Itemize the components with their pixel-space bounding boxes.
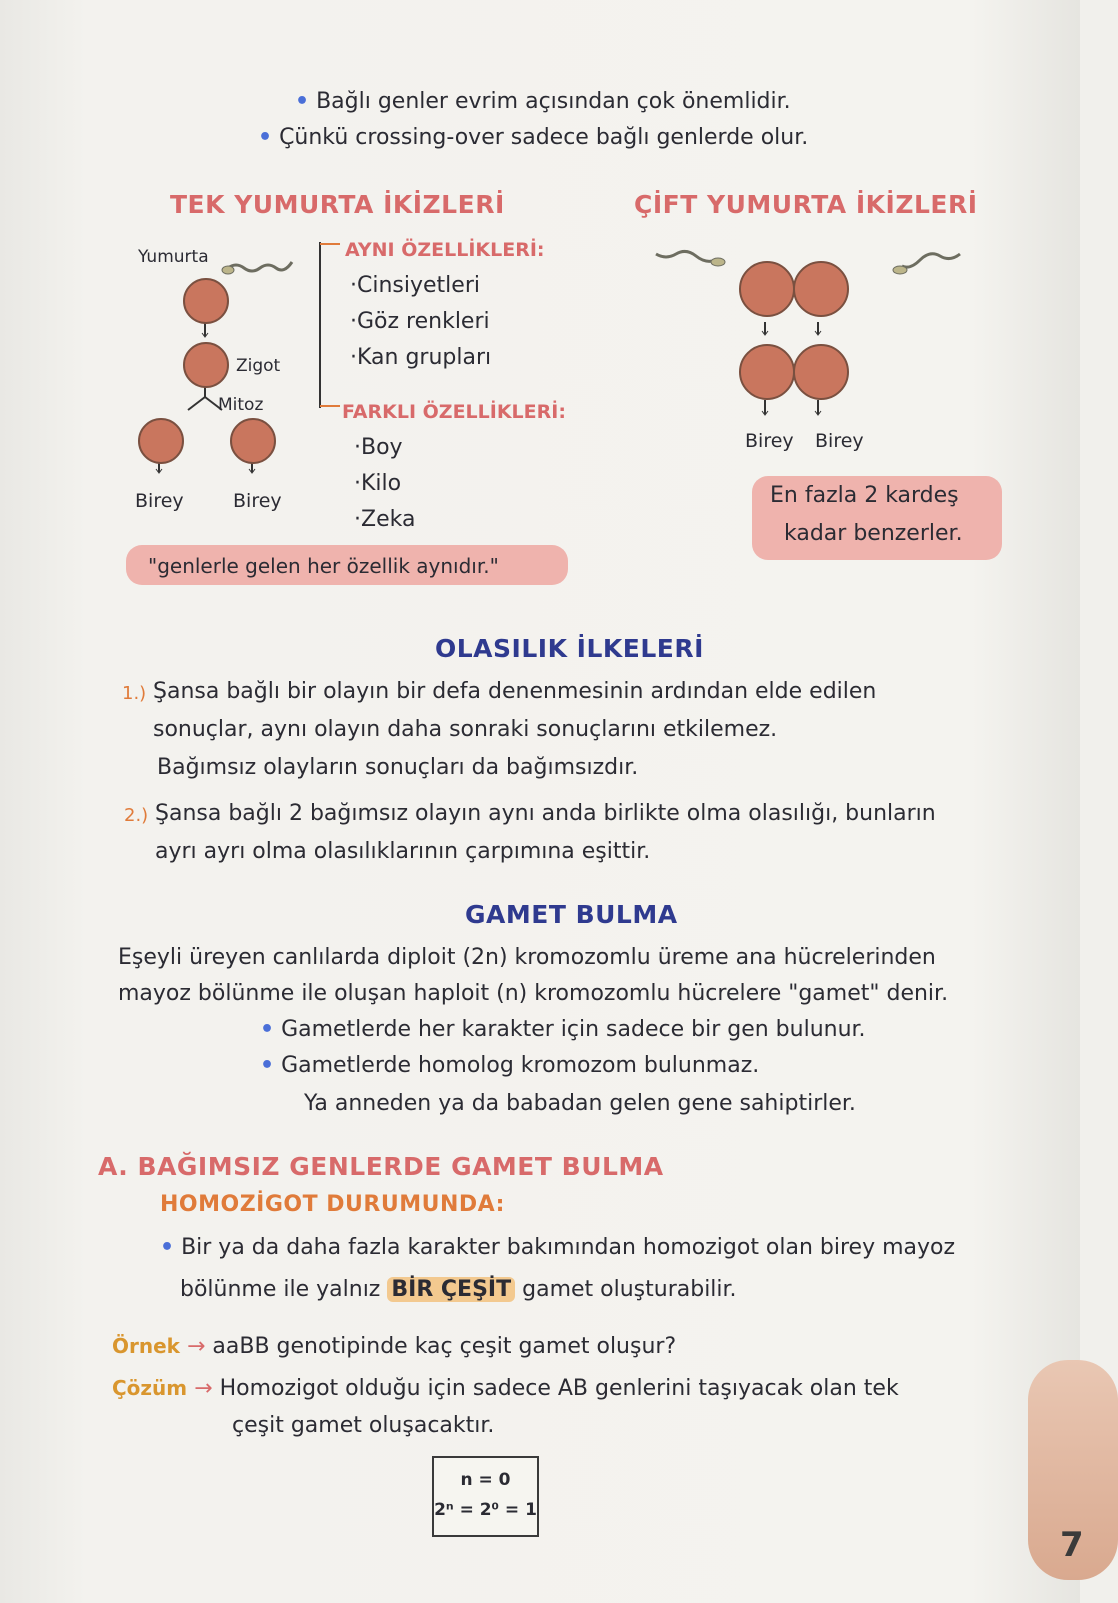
intro-line-2: • Çünkü crossing-over sadece bağlı genlerde olur. [258, 125, 809, 150]
olasilik-title: OLASILIK İLKELERİ [435, 634, 704, 663]
egg-cell-1 [739, 261, 795, 317]
cift-birey-left: Birey [745, 430, 794, 452]
farkli-heading: FARKLI ÖZELLİKLERİ: [342, 401, 566, 423]
section-a-line-1: • Bir ya da daha fazla karakter bakımından homozigot olan birey mayoz [160, 1235, 956, 1260]
cozum-label: Çözüm [112, 1376, 188, 1400]
gamet-bullet-2: • Gametlerde homolog kromozom bulunmaz. [260, 1053, 760, 1078]
section-a-title: A. BAĞIMSIZ GENLERDE GAMET BULMA [98, 1152, 664, 1181]
sperm-icon [902, 254, 960, 267]
olasilik-p2-line2: ayrı ayrı olma olasılıklarının çarpımına eşittir. [155, 839, 651, 864]
zigot-label: Zigot [236, 356, 281, 376]
bullet-icon: • [295, 89, 310, 114]
mitoz-label: Mitoz [218, 395, 264, 415]
gamet-bullet-2-cont: Ya anneden ya da babadan gelen gene sahiptirler. [304, 1091, 856, 1116]
olasilik-p1-line2: sonuçlar, aynı olayın daha sonraki sonuçlarını etkilemez. [153, 717, 778, 742]
birey-label-right: Birey [233, 490, 282, 512]
farkli-item-3: ·Zeka [354, 507, 416, 532]
cift-birey-right: Birey [815, 430, 864, 452]
olasilik-num-1: 1.) [122, 683, 147, 704]
gamet-title: GAMET BULMA [465, 900, 678, 929]
sperm-head [222, 266, 234, 274]
ornek-label: Örnek [112, 1334, 180, 1358]
olasilik-p2-line1: Şansa bağlı 2 bağımsız olayın aynı anda birlikte olma olasılığı, bunların [155, 801, 936, 826]
fork-left [188, 397, 205, 410]
ayni-item-3: ·Kan grupları [350, 345, 492, 370]
bullet-icon: • [160, 1235, 175, 1260]
page-number: 7 [1060, 1525, 1084, 1565]
egg-cell [183, 278, 229, 324]
tek-yumurta-title: TEK YUMURTA İKİZLERİ [170, 190, 505, 219]
arrow-right-icon: → [186, 1334, 206, 1359]
homozigot-heading: HOMOZİGOT DURUMUNDA: [160, 1192, 505, 1217]
zygote-cell-1 [739, 344, 795, 400]
olasilik-p1-line3: Bağımsız olayların sonuçları da bağımsızdır. [157, 755, 639, 780]
ornek-row [112, 1332, 676, 1361]
ayni-item-1: ·Cinsiyetleri [350, 273, 480, 298]
gamet-bullet-1: • Gametlerde her karakter için sadece bir gen bulunur. [260, 1017, 866, 1042]
ornek-text: aaBB genotipinde kaç çeşit gamet oluşur? [212, 1334, 677, 1359]
zygote-cell [183, 342, 229, 388]
bullet-icon: • [260, 1017, 275, 1042]
olasilik-num-2: 2.) [124, 805, 149, 826]
daughter-cell-left [138, 418, 184, 464]
sperm-icon [656, 251, 716, 261]
birey-label-left: Birey [135, 490, 184, 512]
ayni-item-2: ·Göz renkleri [350, 309, 490, 334]
section-a-line-2: bölünme ile yalnız BİR ÇEŞİT gamet oluşturabilir. [180, 1277, 737, 1302]
bullet-icon: • [258, 125, 273, 150]
cozum-line-2: çeşit gamet oluşacaktır. [232, 1413, 495, 1438]
gamet-line-2: mayoz bölünme ile oluşan haploit (n) kromozomlu hücrelere "gamet" denir. [118, 981, 949, 1006]
tek-note-text: "genlerle gelen her özellik aynıdır." [148, 554, 499, 578]
zygote-cell-2 [793, 344, 849, 400]
formula-line-2: 2ⁿ = 2⁰ = 1 [434, 1500, 537, 1520]
gamet-line-1: Eşeyli üreyen canlılarda diploit (2n) kromozomlu üreme ana hücrelerinden [118, 945, 936, 970]
highlight-bir-cesit: BİR ÇEŞİT [387, 1277, 515, 1302]
bracket-icon [312, 240, 352, 420]
formula-line-1: n = 0 [460, 1470, 511, 1490]
cift-note-line-1: En fazla 2 kardeş [770, 483, 959, 508]
cozum-line-1: Homozigot olduğu için sadece AB genlerini taşıyacak olan tek [219, 1376, 899, 1401]
bullet-icon: • [260, 1053, 275, 1078]
yumurta-label: Yumurta [138, 247, 209, 267]
sperm-icon [228, 262, 292, 271]
intro-line-1: • Bağlı genler evrim açısından çok önemlidir. [295, 89, 791, 114]
cozum-row [112, 1374, 899, 1403]
egg-cell-2 [793, 261, 849, 317]
arrow-right-icon: → [194, 1376, 213, 1401]
cift-note-line-2: kadar benzerler. [784, 521, 963, 546]
daughter-cell-right [230, 418, 276, 464]
cift-yumurta-title: ÇİFT YUMURTA İKİZLERİ [634, 190, 978, 219]
ayni-heading: AYNI ÖZELLİKLERİ: [345, 239, 545, 261]
farkli-item-2: ·Kilo [354, 471, 402, 496]
farkli-item-1: ·Boy [354, 435, 403, 460]
olasilik-p1-line1: Şansa bağlı bir olayın bir defa denenmesinin ardından elde edilen [153, 679, 877, 704]
formula-box [432, 1456, 539, 1537]
